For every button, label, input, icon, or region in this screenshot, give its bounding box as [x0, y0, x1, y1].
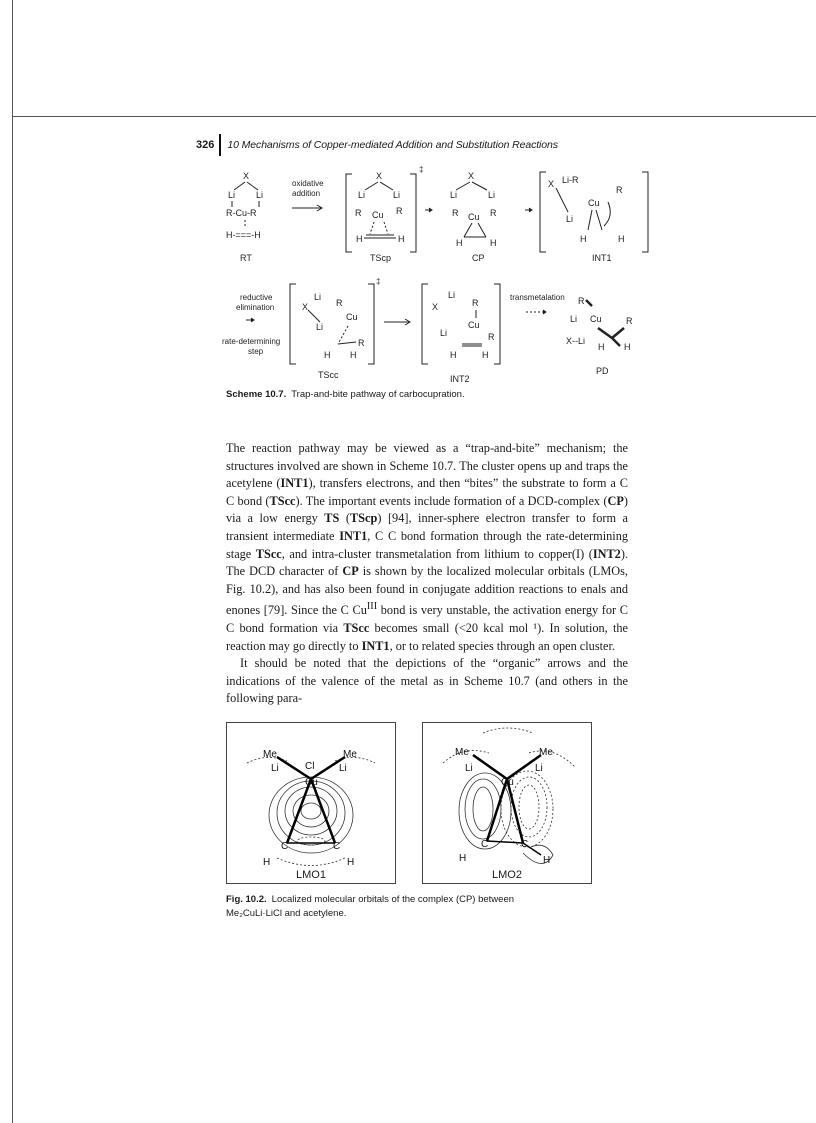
- svg-text:Li-R: Li-R: [562, 175, 579, 185]
- svg-text:Li: Li: [566, 214, 574, 224]
- svg-text:H: H: [350, 350, 357, 360]
- lmo2-panel: [422, 722, 592, 884]
- svg-text:H: H: [263, 857, 271, 868]
- svg-text:H: H: [490, 238, 497, 248]
- svg-text:H: H: [456, 238, 463, 248]
- lmo1-panel: [226, 722, 396, 884]
- svg-text:Li: Li: [228, 190, 236, 200]
- svg-text:R: R: [358, 338, 365, 348]
- svg-text:Me: Me: [263, 749, 277, 760]
- label-cp: CP: [472, 253, 485, 263]
- svg-text:Li: Li: [314, 292, 322, 302]
- svg-text:Cu: Cu: [372, 210, 384, 220]
- label-tscp: TScp: [370, 253, 392, 263]
- label-int1: INT1: [592, 253, 612, 263]
- svg-text:Li: Li: [450, 190, 458, 200]
- svg-text:Li: Li: [256, 190, 264, 200]
- page-number: 326: [196, 139, 215, 151]
- arrow-addition-label: addition: [292, 189, 321, 198]
- rt-cuprate: R-Cu-R: [226, 208, 257, 218]
- figure-caption-text: Localized molecular orbitals of the complex (CP) between Me₂CuLi·LiCl and acetylene.: [226, 894, 515, 919]
- structure-int1: [540, 172, 648, 252]
- svg-text:‡: ‡: [419, 165, 424, 174]
- scheme-10-7: [200, 160, 660, 390]
- svg-text:R: R: [626, 316, 633, 326]
- svg-text:Li: Li: [440, 328, 448, 338]
- svg-text:Me: Me: [539, 747, 553, 758]
- rt-x: X: [243, 171, 250, 181]
- svg-text:H: H: [618, 234, 625, 244]
- figure-caption: [226, 893, 526, 921]
- label-int2: INT2: [450, 374, 470, 384]
- arrow-transmetalation-label: transmetalation: [510, 293, 565, 302]
- svg-text:‡: ‡: [376, 277, 381, 286]
- svg-text:R: R: [396, 206, 403, 216]
- svg-text:Cu: Cu: [588, 198, 600, 208]
- structure-tscc: [290, 277, 380, 364]
- svg-text:C: C: [521, 839, 529, 850]
- svg-text:Li: Li: [358, 190, 366, 200]
- paragraph-1: The reaction pathway may be viewed as a “trap-and-bite” mechanism; the structures involved are shown in Scheme 10.7. The cluster opens up and traps the acetylene (INT1), transfers electrons, and then “bites” the substrate to form a C C bond (TScc). The important events include formation of a DCD-complex (CP) via a low energy TS (TScp) [94], inner-sphere electron transfer to form a transient intermediate INT1, C C bond formation through the rate-determining stage TScc, and intra-cluster transmetalation from lithium to copper(I) (INT2). The DCD character of CP is shown by the localized molecular orbitals (LMOs, Fig. 10.2), and has also been found in conjugate addition reactions to enals and enones [79]. Since the C $Cu^{III}$ bond is very unstable, the activation energy for C C bond formation via TScc becomes small (<20 kcal mol ¹). In solution, the reaction may go directly to INT1, or to related species through an open cluster.: [226, 441, 629, 653]
- svg-text:step: step: [248, 347, 264, 356]
- svg-text:elimination: elimination: [236, 303, 275, 312]
- svg-text:R: R: [452, 208, 459, 218]
- svg-text:Cu: Cu: [346, 312, 358, 322]
- svg-text:Li: Li: [271, 763, 279, 774]
- svg-text:H: H: [580, 234, 587, 244]
- svg-text:R: R: [490, 208, 497, 218]
- svg-text:H: H: [356, 234, 363, 244]
- arrow-oxidative-label: oxidative: [292, 179, 324, 188]
- running-head-bar: [219, 134, 221, 156]
- svg-text:Li: Li: [448, 290, 456, 300]
- body-text: [226, 440, 628, 708]
- svg-text:H: H: [450, 350, 457, 360]
- scheme-caption-label: Scheme 10.7.: [226, 389, 287, 400]
- svg-text:Me: Me: [455, 747, 469, 758]
- label-rt: RT: [240, 253, 252, 263]
- svg-text:Me: Me: [343, 749, 357, 760]
- structure-int2: [422, 284, 500, 364]
- svg-text:H: H: [624, 342, 631, 352]
- svg-text:X: X: [376, 171, 383, 181]
- svg-text:H: H: [398, 234, 405, 244]
- svg-text:H: H: [543, 855, 551, 866]
- svg-text:C: C: [333, 841, 341, 852]
- svg-text:C: C: [281, 841, 289, 852]
- svg-text:R: R: [488, 332, 495, 342]
- scheme-caption: [226, 389, 465, 400]
- svg-text:X--Li: X--Li: [566, 336, 586, 346]
- paragraph-2: It should be noted that the depictions of the “organic” arrows and the indications of the valence of the metal as in Scheme 10.7 (and others in the following para-: [226, 656, 628, 706]
- svg-text:Cu: Cu: [501, 777, 514, 788]
- svg-text:R: R: [472, 298, 479, 308]
- svg-text:Cl: Cl: [305, 761, 315, 772]
- svg-text:R: R: [578, 296, 585, 306]
- svg-text:R: R: [355, 208, 362, 218]
- svg-text:Cu: Cu: [590, 314, 602, 324]
- svg-text:Cu: Cu: [305, 777, 318, 788]
- svg-text:Li: Li: [316, 322, 324, 332]
- svg-text:Li: Li: [570, 314, 578, 324]
- running-head: [196, 134, 558, 156]
- svg-text:Li: Li: [393, 190, 401, 200]
- left-margin-rule: [12, 0, 13, 1123]
- arrow-reductive-label: reductive: [240, 293, 273, 302]
- structure-rt: [226, 171, 263, 240]
- svg-text:X: X: [432, 302, 439, 312]
- lmo1-label: LMO1: [296, 869, 326, 881]
- lmo1-contours: [247, 757, 375, 865]
- svg-text:X: X: [302, 302, 309, 312]
- svg-text:H: H: [324, 350, 331, 360]
- svg-text:H: H: [459, 853, 467, 864]
- top-margin-rule: [12, 116, 816, 117]
- svg-text:X: X: [468, 171, 475, 181]
- structure-tscp: [346, 165, 423, 252]
- svg-text:Li: Li: [535, 763, 543, 774]
- svg-text:C: C: [481, 839, 489, 850]
- running-title: 10 Mechanisms of Copper-mediated Addition and Substitution Reactions: [227, 139, 558, 151]
- structure-cp: [450, 171, 497, 248]
- scheme-caption-text: Trap-and-bite pathway of carbocupration.: [291, 389, 465, 400]
- figure-10-2: [226, 718, 626, 888]
- lmo2-label: LMO2: [492, 869, 522, 881]
- figure-caption-label: Fig. 10.2.: [226, 894, 267, 905]
- rt-acetylene: H-===-H: [226, 230, 261, 240]
- svg-text:Li: Li: [488, 190, 496, 200]
- label-tscc: TScc: [318, 370, 339, 380]
- svg-text:H: H: [598, 342, 605, 352]
- arrow-rate-determining-label: rate-determining: [222, 337, 281, 346]
- svg-text:Li: Li: [339, 763, 347, 774]
- svg-text:R: R: [616, 185, 623, 195]
- structure-pd: [566, 296, 633, 352]
- svg-text:Cu: Cu: [468, 212, 480, 222]
- svg-text:Li: Li: [465, 763, 473, 774]
- svg-text:H: H: [482, 350, 489, 360]
- svg-text:R: R: [336, 298, 343, 308]
- svg-text:Cu: Cu: [468, 320, 480, 330]
- svg-text:H: H: [347, 857, 355, 868]
- label-pd: PD: [596, 366, 609, 376]
- svg-text:X: X: [548, 179, 555, 189]
